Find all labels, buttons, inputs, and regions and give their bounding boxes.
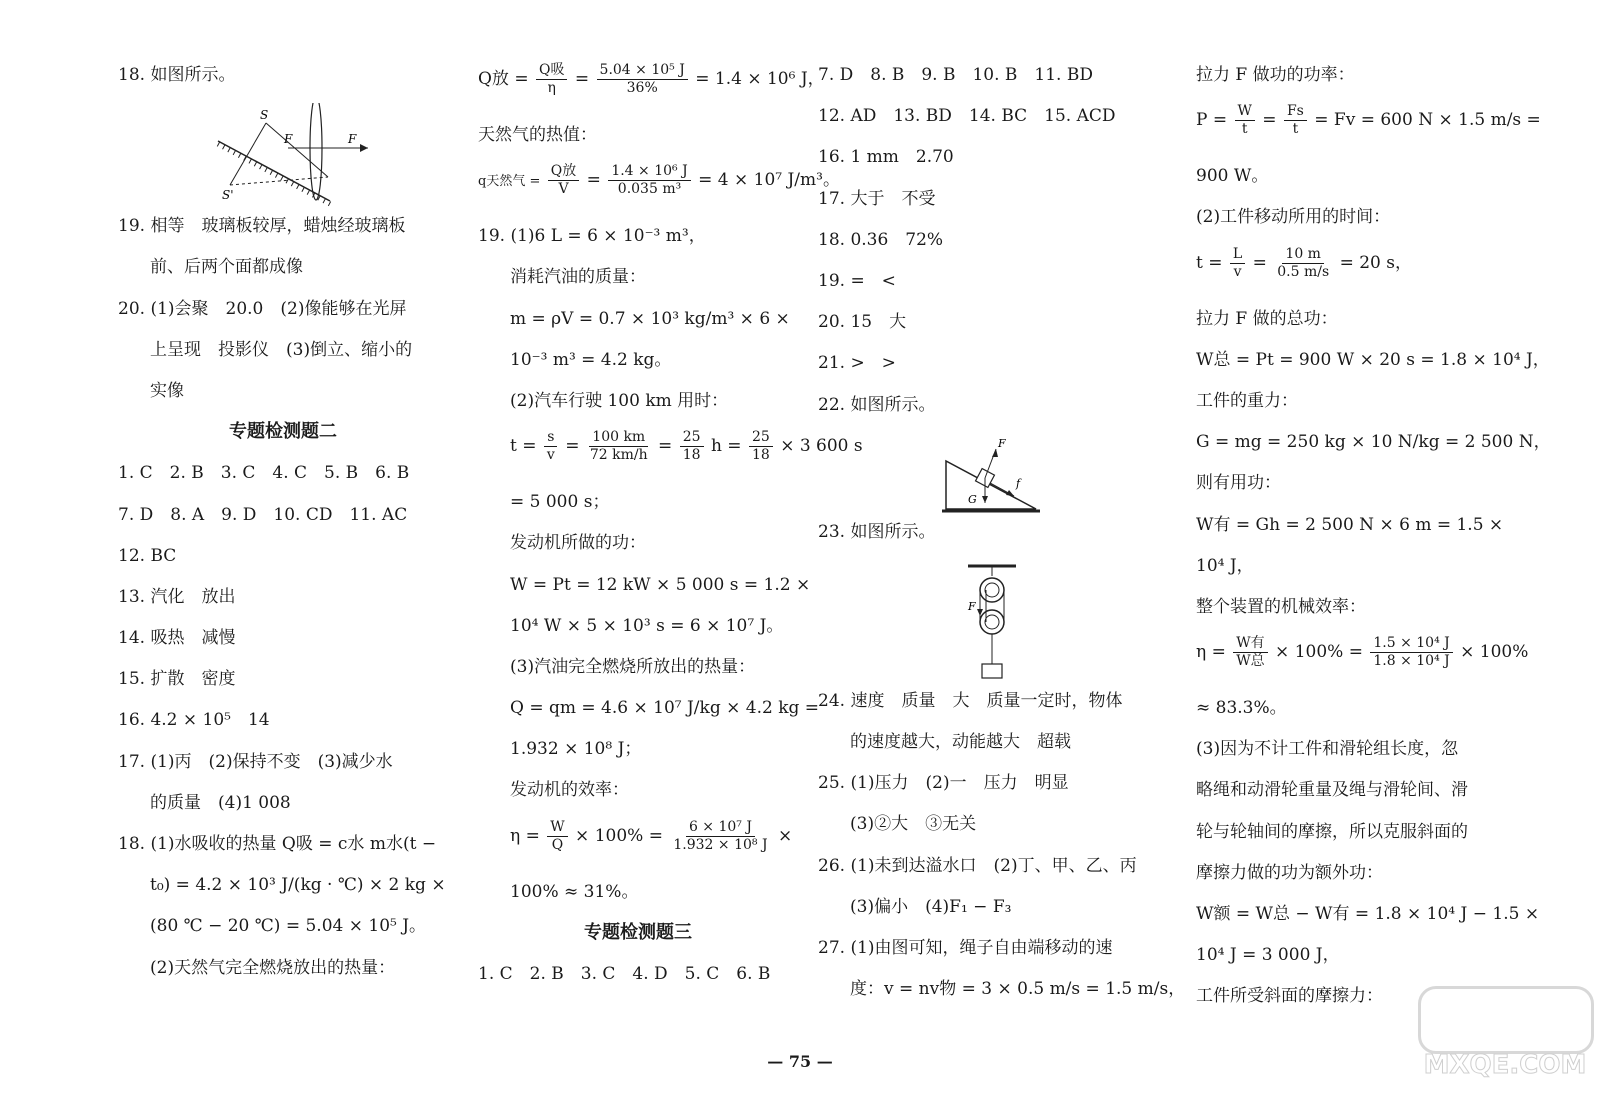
formula-power: P = $\frac{W}{t}$ = $\frac{Fs}{t}$ = Fv = 600 N × 1.5 m/s = [1196,103,1541,138]
watermark-text: MXQE.COM [1423,1050,1587,1080]
section-title-3: 专题检测题三 [584,921,692,943]
answer-15: 15. 扩散 密度 [118,669,236,690]
answer-16: 16. 4.2 × 10⁵ 14 [118,710,270,731]
text-12: 1.932 × 10⁸ J； [510,739,642,760]
text-6: = 5 000 s； [510,492,610,513]
label-F-left: F [284,132,293,147]
answer-19-line2: 前、后两个面都成像 [150,257,303,278]
label-S-prime: S' [222,188,234,203]
text-3: m = ρV = 0.7 × 10³ kg/m³ × 6 × [510,308,790,329]
text-7: 发动机所做的功： [510,533,646,554]
answer-18-line1: 18. (1)水吸收的热量 Q吸 = c水 m水(t − [118,834,437,854]
column-3 [818,62,1186,1017]
label-S: S [260,108,269,123]
text-4: 10⁻³ m³ = 4.2 kg。 [510,349,672,370]
answer-17-line1: 17. (1)丙 (2)保持不变 (3)减少水 [118,751,393,772]
answer-19-c3: 19. = < [818,270,896,291]
answer-24-line1: 24. 速度 质量 大 质量一定时，物体 [818,690,1123,711]
formula-efficiency: η = $\frac{W}{Q}$ × 100% = $\frac{\text{6 × 10⁷ J}}{\text{1.932 × 10⁸ J}}$ × [510,818,793,853]
section-title-2: 专题检测题二 [229,421,337,443]
answer-27-line1: 27. (1)由图可知，绳子自由端移动的速 [818,938,1113,958]
answer-25-line2: (3)②大 ③无关 [850,814,977,835]
answer-18-line3: (80 ℃ − 20 ℃) = 5.04 × 10⁵ J。 [150,916,427,937]
answer-17-line2: 的质量 (4)1 008 [150,792,291,813]
text-13: 发动机的效率： [510,780,629,801]
answer-16-c3: 16. 1 mm 2.70 [818,147,954,168]
answer-22-c3: 22. 如图所示。 [818,394,936,415]
text-c4-5: W总 = Pt = 900 W × 20 s = 1.8 × 10⁴ J， [1196,349,1550,370]
answer-25-line1: 25. (1)压力 (2)一 压力 明显 [818,773,1069,794]
label-F-incline: F [998,436,1006,450]
text-c4-9: W有 = Gh = 2 500 N × 6 m = 1.5 × [1196,514,1504,535]
answer-19-line1: 19. 相等 玻璃板较厚，蜡烛经玻璃板 [118,216,406,237]
column-4 [1196,62,1551,1025]
text-c4-15: 轮与轮轴间的摩擦，所以克服斜面的 [1196,821,1468,842]
answer-18-c3: 18. 0.36 72% [818,229,944,250]
answer-20-line3: 实像 [150,380,184,401]
answer-20-c3: 20. 15 大 [818,312,907,333]
text-8: W = Pt = 12 kW × 5 000 s = 1.2 × [510,574,811,595]
text-c4-17: W额 = W总 − W有 = 1.8 × 10⁴ J − 1.5 × [1196,904,1540,924]
answer-18-line2: t₀) = 4.2 × 10³ J/(kg · ℃) × 2 kg × [150,875,446,896]
incline-force-figure [818,433,1153,519]
text-14: 100% ≈ 31%。 [510,881,639,902]
answers-1-6: 1. C 2. B 3. C 4. C 5. B 6. B [118,463,410,484]
text-c4-3: (2)工件移动所用的时间： [1196,207,1391,228]
answer-12: 12. BC [118,545,177,566]
label-F-pulley: F [968,599,976,613]
answers-12-15: 12. AD 13. BD 14. BC 15. ACD [818,106,1116,127]
page-number: — 75 — [767,1052,833,1071]
answer-13: 13. 汽化 放出 [118,586,236,607]
formula-efficiency-c4: η = $\frac{\text{W有}}{\text{W总}}$ × 100% = $\frac{\text{1.5 × 10⁴ J}}{\text{1.8 × 10⁴ J}}$ × 100% [1196,635,1529,670]
text-c4-7: G = mg = 250 kg × 10 N/kg = 2 500 N， [1196,432,1551,453]
formula-time-c4: t = $\frac{L}{v}$ = $\frac{10 m}{0.5 m/s}$ = 20 s， [1196,245,1412,280]
answer-26-line2: (3)偏小 (4)F₁ − F₃ [850,896,1012,917]
text-c4-10: 10⁴ J， [1196,555,1254,576]
text-c4-11: 整个装置的机械效率： [1196,596,1366,617]
text-10: (3)汽油完全燃烧所放出的热量： [510,656,756,677]
text-11: Q = qm = 4.6 × 10⁷ J/kg × 4.2 kg = [510,698,820,719]
answer-14: 14. 吸热 减慢 [118,628,236,649]
text-c4-1: 拉力 F 做功的功率： [1196,65,1355,85]
text-c4-16: 摩擦力做的功为额外功： [1196,862,1383,883]
answer-26-line1: 26. (1)未到达溢水口 (2)丁、甲、乙、丙 [818,855,1137,876]
column-1 [118,62,448,996]
mirror-lens-figure [118,103,448,213]
label-G-incline: G [968,492,977,506]
text-c4-18: 10⁴ J = 3 000 J， [1196,945,1340,966]
answer-27-line2: 度：v = nv物 = 3 × 0.5 m/s = 1.5 m/s， [850,979,1186,1000]
label-f-incline: f [1016,476,1021,490]
answers-7-11-c3: 7. D 8. B 9. B 10. B 11. BD [818,65,1093,85]
text-c4-14: 略绳和动滑轮重量及绳与滑轮间、滑 [1196,780,1468,801]
answer-18: 18. 如图所示。 [118,65,236,85]
pulley-system-figure [818,560,1153,688]
formula-time: t = $\frac{s}{v}$ = $\frac{100 km}{72 km/h}$ = $\frac{25}{18}$ h = $\frac{25}{18}$ × 3 600 s [510,429,863,464]
answer-18-line4: (2)天然气完全燃烧放出的热量： [150,957,396,978]
formula-heat-value: q天然气 = $\frac{\text{Q放}}{V}$ = $\frac{\text{1.4 × 10⁶ J}}{\text{0.035 m³}}$ = 4 × 10⁷ J/m³。 [478,163,840,198]
text-c4-2: 900 W。 [1196,166,1269,187]
label-F-right: F [348,132,357,147]
text-15: 1. C 2. B 3. C 4. D 5. C 6. B [478,964,771,984]
answer-20-line1: 20. (1)会聚 20.0 (2)像能够在光屏 [118,298,407,319]
watermark-logo-icon [1418,986,1594,1054]
text-c4-13: (3)因为不计工件和滑轮组长度，忽 [1196,739,1459,760]
text-c4-6: 工件的重力： [1196,390,1298,411]
answer-19-c2: 19. (1)6 L = 6 × 10⁻³ m³， [478,226,706,247]
text-c4-4: 拉力 F 做的总功： [1196,308,1338,329]
watermark [1410,982,1600,1094]
answer-17-c3: 17. 大于 不受 [818,188,936,209]
answer-20-line2: 上呈现 投影仪 (3)倒立、缩小的 [150,339,413,360]
text-c4-12: ≈ 83.3%。 [1196,698,1287,719]
answer-21-c3: 21. > > [818,353,896,374]
answer-23-c3: 23. 如图所示。 [818,521,936,542]
text-heat-value: 天然气的热值： [478,125,597,145]
text-9: 10⁴ W × 5 × 10³ s = 6 × 10⁷ J。 [510,615,784,636]
answer-24-line2: 的速度越大，动能越大 超载 [850,732,1071,753]
formula-heat-released: Q放 = $\frac{\text{Q吸}}{\eta}$ = $\frac{\text{5.04 × 10⁵ J}}{36\%}$ = 1.4 × 10⁶ J， [478,62,825,96]
text-2: 消耗汽油的质量： [510,267,646,288]
answers-7-11: 7. D 8. A 9. D 10. CD 11. AC [118,504,408,525]
text-c4-19: 工件所受斜面的摩擦力： [1196,986,1383,1007]
text-c4-8: 则有用功： [1196,473,1281,494]
text-5: (2)汽车行驶 100 km 用时： [510,390,729,411]
